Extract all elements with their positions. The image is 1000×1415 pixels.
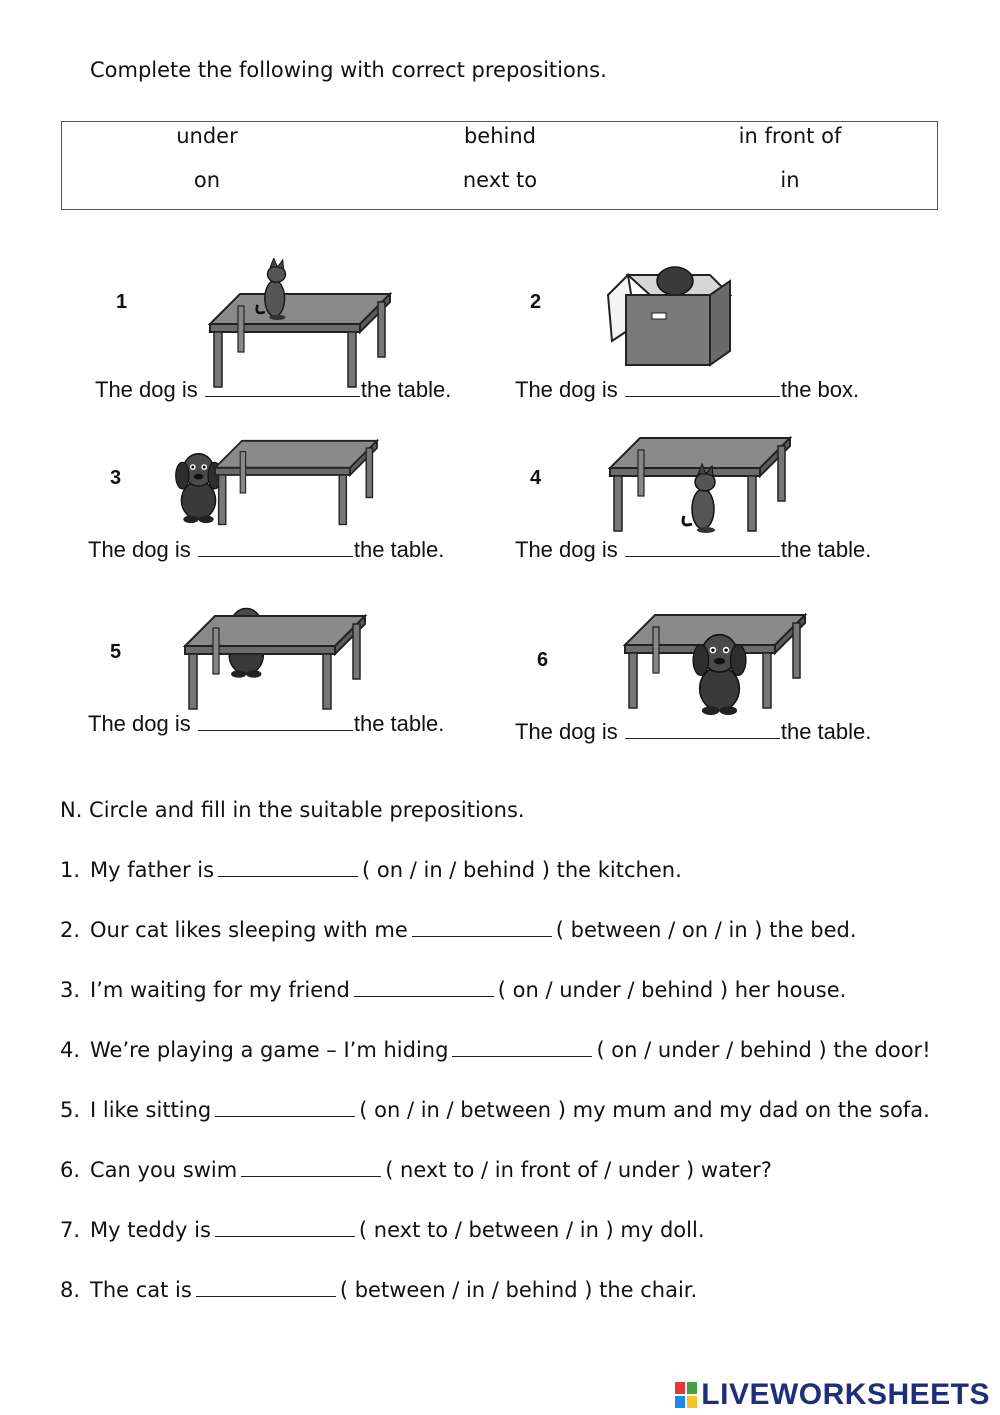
answer-blank[interactable]: [198, 538, 353, 557]
question-end: ( between / in / behind ) the chair.: [339, 1278, 698, 1302]
dog-in-box-picture: [600, 255, 740, 375]
exercise-sentence: [95, 377, 451, 403]
word-bank-item: behind: [463, 124, 537, 148]
exercise-number: 1: [116, 291, 128, 313]
question-row: [60, 1278, 697, 1302]
question-number: 1.: [60, 858, 81, 882]
exercise-sentence: [515, 537, 871, 563]
question-end: ( on / in / between ) my mum and my dad on the sofa.: [359, 1098, 930, 1122]
question-row: [60, 1098, 930, 1122]
logo-text: LIVEWORKSHEETS: [701, 1378, 990, 1411]
sentence-end: the box.: [780, 377, 860, 402]
question-start: The cat is: [90, 1278, 192, 1302]
answer-blank[interactable]: [215, 1220, 355, 1237]
sentence-start: The dog is: [88, 537, 191, 562]
answer-blank[interactable]: [625, 378, 780, 397]
sentence-end: the table.: [360, 377, 452, 402]
exercise-sentence: [88, 711, 444, 737]
answer-blank[interactable]: [218, 860, 358, 877]
exercise-number: 4: [530, 467, 542, 489]
dog-under-table-picture: [600, 428, 800, 538]
sentence-end: the table.: [353, 711, 445, 736]
logo-icon: [675, 1382, 697, 1408]
question-end: ( next to / in front of / under ) water?: [385, 1158, 772, 1182]
question-row: [60, 1218, 705, 1242]
exercise-number: 5: [110, 641, 122, 663]
sentence-end: the table.: [780, 719, 872, 744]
sentence-start: The dog is: [88, 711, 191, 736]
question-row: [60, 858, 682, 882]
word-bank-item: under: [176, 124, 238, 148]
question-row: [60, 1158, 772, 1182]
question-start: We’re playing a game – I’m hiding: [90, 1038, 449, 1062]
question-number: 6.: [60, 1158, 81, 1182]
word-bank-item: in front of: [738, 124, 842, 148]
dog-in-front-of-table-picture: [615, 605, 815, 723]
question-row: [60, 1038, 931, 1062]
dog-behind-table-picture: [175, 598, 375, 713]
answer-blank[interactable]: [205, 378, 360, 397]
question-number: 8.: [60, 1278, 81, 1302]
answer-blank[interactable]: [196, 1280, 336, 1297]
question-number: 3.: [60, 978, 81, 1002]
sentence-end: the table.: [780, 537, 872, 562]
question-end: ( on / under / behind ) her house.: [497, 978, 847, 1002]
sentence-start: The dog is: [515, 719, 618, 744]
question-start: Our cat likes sleeping with me: [90, 918, 408, 942]
question-start: Can you swim: [90, 1158, 238, 1182]
answer-blank[interactable]: [625, 720, 780, 739]
exercise-sentence: [88, 537, 444, 563]
question-start: My teddy is: [90, 1218, 211, 1242]
word-bank-item: in: [780, 168, 800, 192]
word-bank: [61, 121, 938, 210]
dog-next-to-table-picture: [170, 430, 380, 540]
question-number: 5.: [60, 1098, 81, 1122]
question-start: I like sitting: [90, 1098, 212, 1122]
exercise-sentence: [515, 377, 859, 403]
liveworksheets-logo: [675, 1378, 990, 1412]
question-end: ( between / on / in ) the bed.: [555, 918, 857, 942]
answer-blank[interactable]: [241, 1160, 381, 1177]
section-heading: N. Circle and fill in the suitable prepositions.: [60, 798, 525, 822]
question-end: ( on / under / behind ) the door!: [596, 1038, 931, 1062]
question-end: ( on / in / behind ) the kitchen.: [362, 858, 682, 882]
answer-blank[interactable]: [452, 1040, 592, 1057]
question-start: I’m waiting for my friend: [90, 978, 350, 1002]
exercise-number: 3: [110, 467, 122, 489]
question-number: 4.: [60, 1038, 81, 1062]
question-number: 7.: [60, 1218, 81, 1242]
sentence-start: The dog is: [515, 377, 618, 402]
question-start: My father is: [90, 858, 215, 882]
sentence-start: The dog is: [95, 377, 198, 402]
word-bank-item: on: [193, 168, 221, 192]
answer-blank[interactable]: [354, 980, 494, 997]
sentence-start: The dog is: [515, 537, 618, 562]
answer-blank[interactable]: [198, 712, 353, 731]
exercise-sentence: [515, 719, 871, 745]
sentence-end: the table.: [353, 537, 445, 562]
worksheet-title: Complete the following with correct prepositions.: [90, 58, 607, 82]
question-row: [60, 918, 857, 942]
question-end: ( next to / between / in ) my doll.: [358, 1218, 705, 1242]
dog-on-table-picture: [200, 258, 400, 388]
exercise-number: 2: [530, 291, 542, 313]
exercise-number: 6: [537, 649, 549, 671]
answer-blank[interactable]: [215, 1100, 355, 1117]
answer-blank[interactable]: [412, 920, 552, 937]
answer-blank[interactable]: [625, 538, 780, 557]
question-number: 2.: [60, 918, 81, 942]
question-row: [60, 978, 846, 1002]
word-bank-item: next to: [462, 168, 538, 192]
